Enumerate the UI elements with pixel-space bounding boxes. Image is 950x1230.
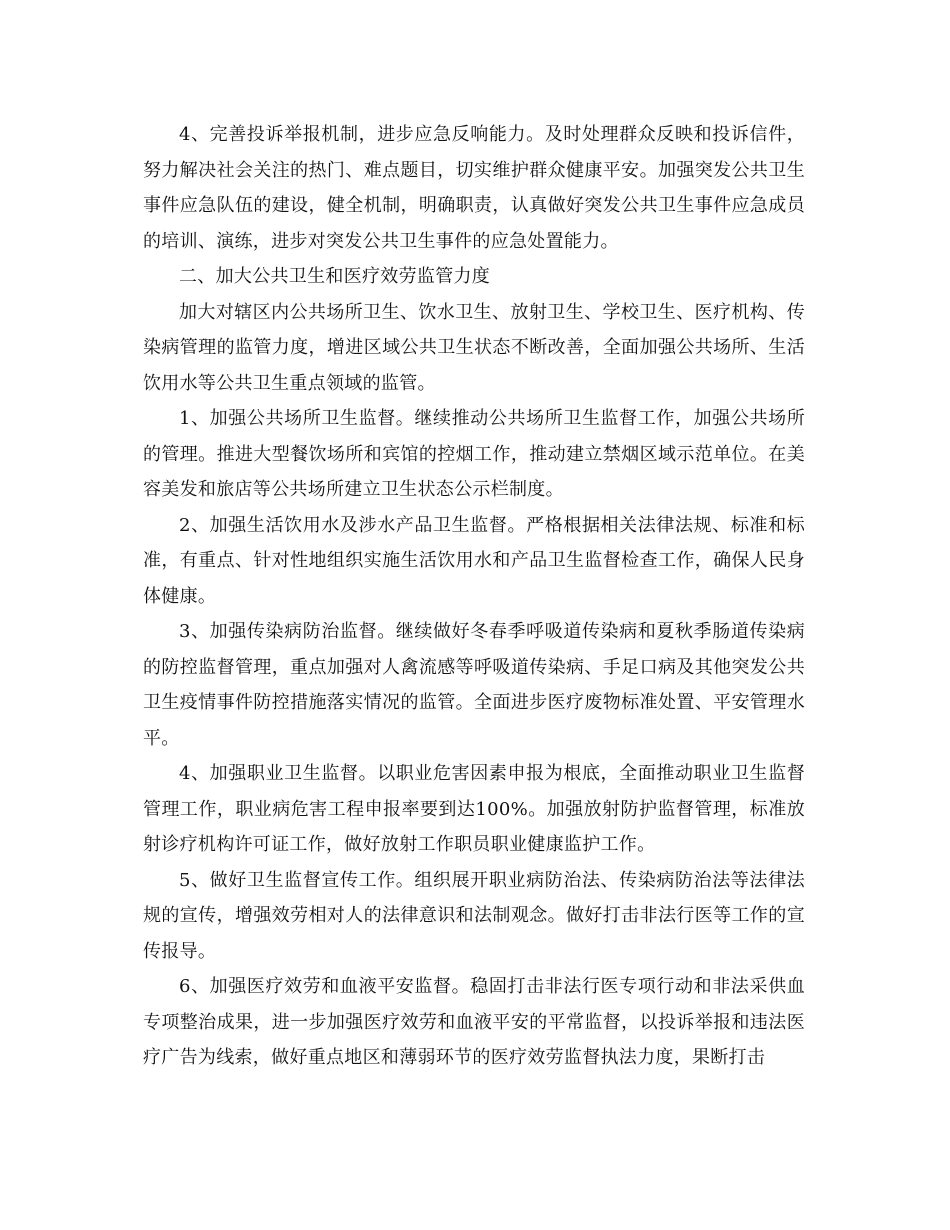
- paragraph-occupational-health: 4、加强职业卫生监督。以职业危害因素申报为根底，全面推动职业卫生监督管理工作，职业病危害工程申报率要到达100%。加强放射防护监督管理，标准放射诊疗机构许可证工作，做好放射工作职员职业健康监护工作。: [143, 763, 805, 855]
- paragraph-supervision-scope: 加大对辖区内公共场所卫生、饮水卫生、放射卫生、学校卫生、医疗机构、传染病管理的监管力度，增进区域公共卫生状态不断改善，全面加强公共场所、生活饮用水等公共卫生重点领域的监管。: [143, 301, 805, 394]
- paragraph-medical-blood-safety: 6、加强医疗效劳和血液平安监督。稳固打击非法行医专项行动和非法采供血专项整治成果，进一步加强医疗效劳和血液平安的平常监督，以投诉举报和违法医疗广告为线索，做好重点地区和薄弱环节的医疗效劳监督执法力度，果断打击: [143, 976, 805, 1068]
- paragraph-drinking-water: 2、加强生活饮用水及涉水产品卫生监督。严格根据相关法律法规、标准和标准，有重点、针对性地组织实施生活饮用水和产品卫生监督检查工作，确保人民身体健康。: [143, 514, 805, 607]
- paragraph-complaint-mechanism: 4、完善投诉举报机制，进步应急反响能力。及时处理群众反映和投诉信件，努力解决社会关注的热门、难点题目，切实维护群众健康平安。加强突发公共卫生事件应急队伍的建设，健全机制，明确职责，认真做好突发公共卫生事件应急成员的培训、演练，进步对突发公共卫生事件的应急处置能力。: [143, 124, 805, 252]
- section-heading: 二、加大公共卫生和医疗效劳监管力度: [179, 266, 491, 287]
- paragraph-publicity: 5、做好卫生监督宣传工作。组织展开职业病防治法、传染病防治法等法律法规的宣传，增强效劳相对人的法律意识和法制观念。做好打击非法行医等工作的宣传报导。: [143, 869, 805, 962]
- paragraph-public-places: 1、加强公共场所卫生监督。继续推动公共场所卫生监督工作，加强公共场所的管理。推进大型餐饮场所和宾馆的控烟工作，推动建立禁烟区域示范单位。在美容美发和旅店等公共场所建立卫生状态公示栏制度。: [143, 408, 805, 500]
- paragraph-infectious-disease: 3、加强传染病防治监督。继续做好冬春季呼吸道传染病和夏秋季肠道传染病的防控监督管理，重点加强对人禽流感等呼吸道传染病、手足口病及其他突发公共卫生疫情事件防控措施落实情况的监管。全面进步医疗废物标准处置、平安管理水平。: [143, 621, 805, 749]
